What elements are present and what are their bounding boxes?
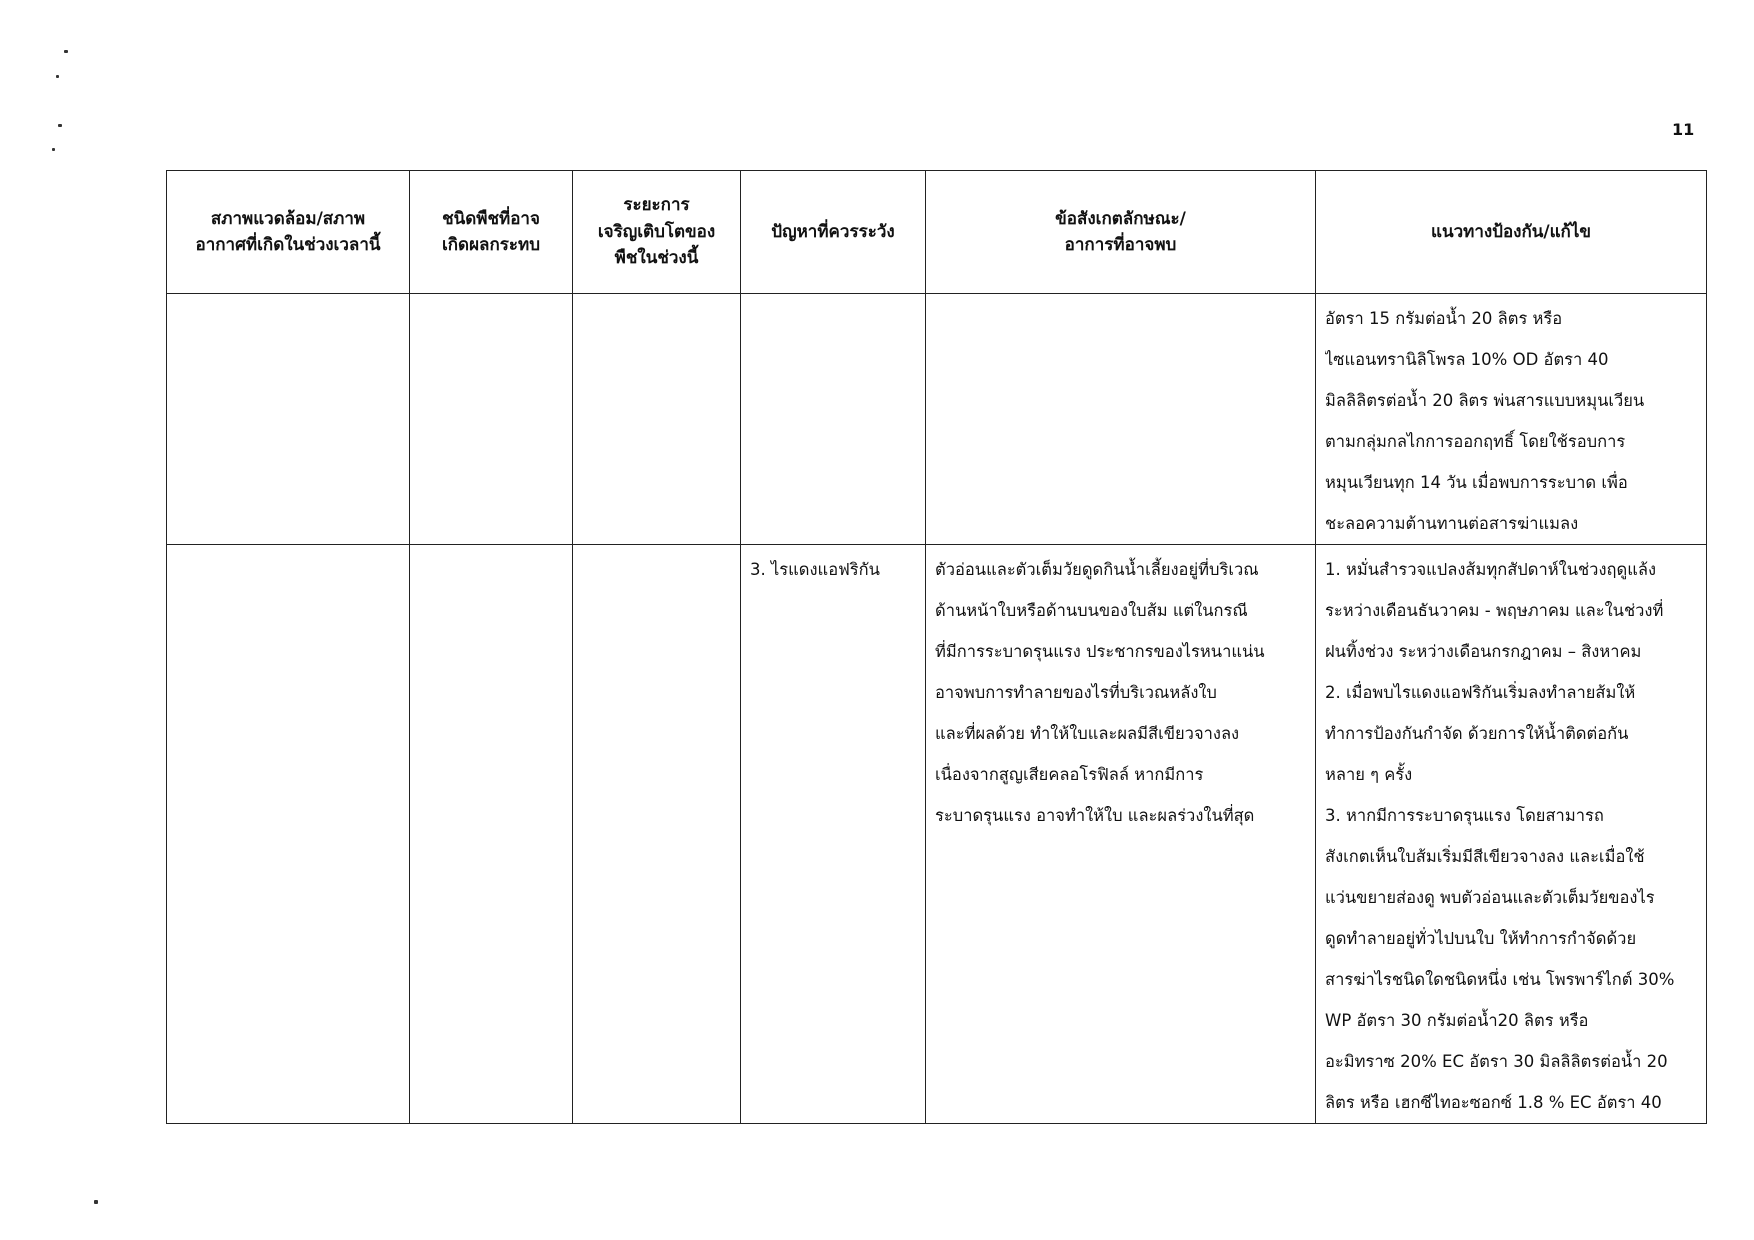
header-environment: สภาพแวดล้อม/สภาพ อากาศที่เกิดในช่วงเวลานี้	[167, 171, 410, 294]
prevention-line: ชะลอความต้านทานต่อสารฆ่าแมลง	[1325, 514, 1579, 533]
table-row	[167, 294, 1707, 545]
observation-line: ตัวอ่อนและตัวเต็มวัยดูดกินน้ำเลี้ยงอยู่ที่บริเวณ	[935, 560, 1259, 579]
prevention-line: ตามกลุ่มกลไกการออกฤทธิ์ โดยใช้รอบการ	[1325, 432, 1626, 451]
cell-problem	[741, 545, 926, 1124]
header-observation: ข้อสังเกตลักษณะ/ อาการที่อาจพบ	[926, 171, 1316, 294]
cell-prevention	[1316, 545, 1707, 1124]
observation-line: เนื่องจากสูญเสียคลอโรฟิลล์ หากมีการ	[935, 765, 1204, 784]
prevention-line: สารฆ่าไรชนิดใดชนิดหนึ่ง เช่น โพรพาร์ไกต์ 30%	[1325, 970, 1675, 989]
prevention-line: อะมิทราซ 20% EC อัตรา 30 มิลลิลิตรต่อน้ำ 20	[1325, 1052, 1668, 1071]
prevention-line: ไซแอนทรานิลิโพรล 10% OD อัตรา 40	[1325, 350, 1609, 369]
prevention-line: อัตรา 15 กรัมต่อน้ำ 20 ลิตร หรือ	[1325, 309, 1563, 328]
header-prevention: แนวทางป้องกัน/แก้ไข	[1316, 171, 1707, 294]
scan-speck	[64, 50, 68, 53]
observation-line: อาจพบการทำลายของไรที่บริเวณหลังใบ	[935, 683, 1217, 702]
cell-observation	[926, 294, 1316, 545]
table-row	[167, 545, 1707, 1124]
cell-environment	[167, 294, 410, 545]
cell-problem	[741, 294, 926, 545]
prevention-line: 1. หมั่นสำรวจแปลงส้มทุกสัปดาห์ในช่วงฤดูแล้ง	[1325, 560, 1657, 579]
scan-speck	[94, 1200, 98, 1204]
prevention-line: ลิตร หรือ เฮกซีไทอะซอกซ์ 1.8 % EC อัตรา 40	[1325, 1093, 1662, 1112]
prevention-line: ระหว่างเดือนธันวาคม - พฤษภาคม และในช่วงที่	[1325, 601, 1664, 620]
prevention-line: หมุนเวียนทุก 14 วัน เมื่อพบการระบาด เพื่อ	[1325, 473, 1628, 492]
cell-observation	[926, 545, 1316, 1124]
prevention-line: สังเกตเห็นใบส้มเริ่มมีสีเขียวจางลง และเมื่อใช้	[1325, 847, 1645, 866]
prevention-line: WP อัตรา 30 กรัมต่อน้ำ20 ลิตร หรือ	[1325, 1011, 1589, 1030]
observation-line: ด้านหน้าใบหรือด้านบนของใบส้ม แต่ในกรณี	[935, 601, 1248, 620]
observation-line: ระบาดรุนแรง อาจทำให้ใบ และผลร่วงในที่สุด	[935, 806, 1255, 825]
prevention-line: 3. หากมีการระบาดรุนแรง โดยสามารถ	[1325, 806, 1604, 825]
observation-line: ที่มีการระบาดรุนแรง ประชากรของไรหนาแน่น	[935, 642, 1265, 661]
prevention-line: แว่นขยายส่องดู พบตัวอ่อนและตัวเต็มวัยของไร	[1325, 888, 1655, 907]
cell-prevention	[1316, 294, 1707, 545]
header-growth-stage: ระยะการ เจริญเติบโตของ พืชในช่วงนี้	[573, 171, 741, 294]
prevention-line: 2. เมื่อพบไรแดงแอฟริกันเริ่มลงทำลายส้มให้	[1325, 683, 1636, 702]
problem-line: 3. ไรแดงแอฟริกัน	[750, 560, 880, 579]
header-problem: ปัญหาที่ควรระวัง	[741, 171, 926, 294]
prevention-line: ทำการป้องกันกำจัด ด้วยการให้น้ำติดต่อกัน	[1325, 724, 1629, 743]
prevention-line: มิลลิลิตรต่อน้ำ 20 ลิตร พ่นสารแบบหมุนเวียน	[1325, 391, 1645, 410]
scan-speck	[52, 148, 55, 151]
page-number: 11	[1672, 120, 1695, 139]
prevention-line: ดูดทำลายอยู่ทั่วไปบนใบ ให้ทำการกำจัดด้วย	[1325, 929, 1637, 948]
data-table	[166, 170, 1707, 1124]
scan-speck	[58, 124, 62, 127]
header-row	[167, 171, 1707, 294]
prevention-line: ฝนทิ้งช่วง ระหว่างเดือนกรกฎาคม – สิงหาคม	[1325, 642, 1642, 661]
observation-line: และที่ผลด้วย ทำให้ใบและผลมีสีเขียวจางลง	[935, 724, 1240, 743]
scan-speck	[56, 75, 59, 78]
cell-crop-type	[410, 294, 573, 545]
header-crop-type: ชนิดพืชที่อาจ เกิดผลกระทบ	[410, 171, 573, 294]
prevention-line: หลาย ๆ ครั้ง	[1325, 765, 1413, 784]
cell-environment	[167, 545, 410, 1124]
cell-growth-stage	[573, 294, 741, 545]
cell-crop-type	[410, 545, 573, 1124]
cell-growth-stage	[573, 545, 741, 1124]
